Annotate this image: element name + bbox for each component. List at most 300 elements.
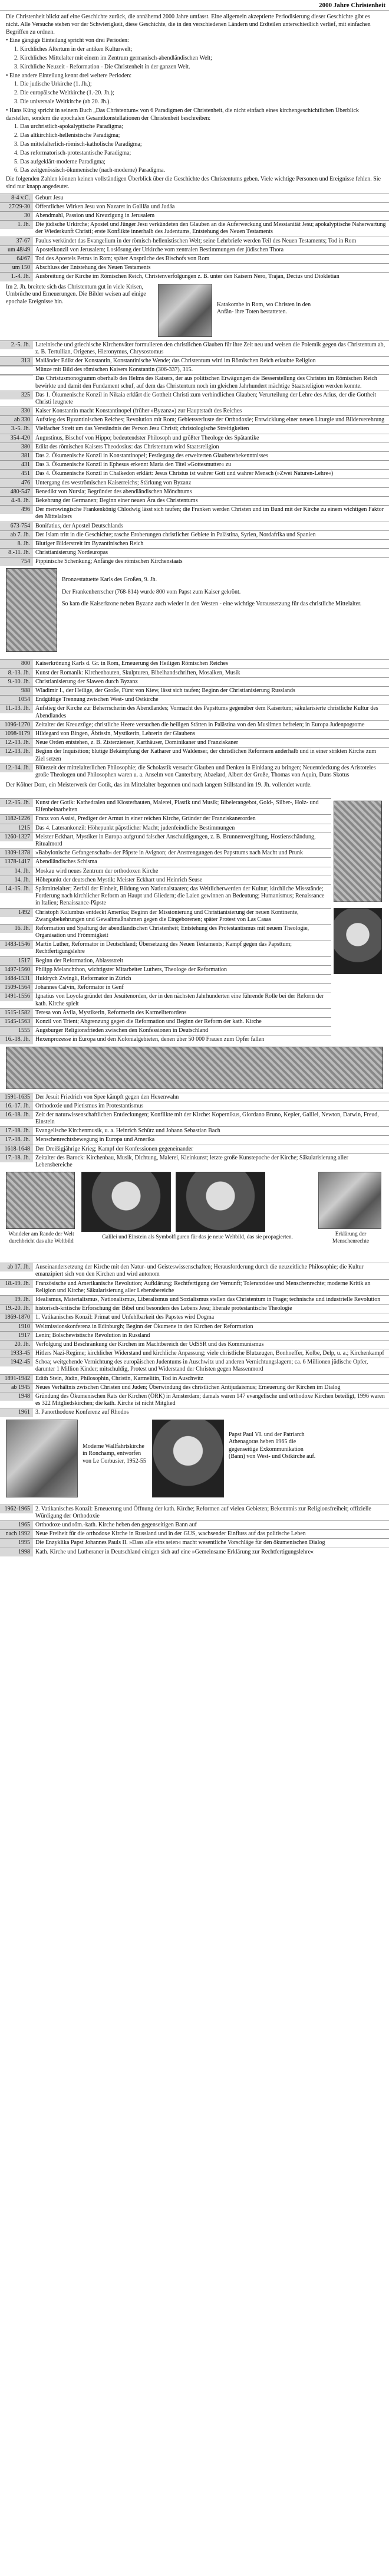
timeline-entry xyxy=(0,1126,389,1135)
entry-text: Geburt Jesu xyxy=(35,194,64,201)
entry-text: Die jüdische Urkirche; Apostel und Jünger Jesu verkündeten den Glauben an die Auferweckung und Messianität Jesu; apokalyptische Naherwartung der Wiederkunft Christi; erste Konflikte innerhalb des Judentums, Entstehung des Neuen Testaments xyxy=(35,221,386,235)
entry-text: Christianisierung der Slawen durch Byzanz xyxy=(35,678,138,685)
entry-date: 11.-13. Jh. xyxy=(0,704,33,713)
timeline-entry xyxy=(0,704,389,720)
entry-date: 1591-1635 xyxy=(0,1093,33,1102)
entry-date: 8.-11. Jh. xyxy=(0,549,33,557)
timeline-entry xyxy=(0,365,389,374)
timeline-entry xyxy=(0,884,331,908)
entry-text: Beginn der Inquisition; blutige Bekämpfung der Katharer und Waldenser, der christlichen Reformern anderhalb und in einer strikten Kirche zum Ziel setzen xyxy=(35,748,377,762)
einstein-portrait-image xyxy=(176,1172,265,1232)
timeline-section xyxy=(0,1093,389,1170)
entry-date: 1517 xyxy=(0,957,33,965)
entry-text: Höhepunkt der deutschen Mystik: Meister Eckhart und Heinrich Seuse xyxy=(35,876,203,883)
entry-text: Johannes Calvin, Reformator in Genf xyxy=(35,984,124,991)
timeline-entry xyxy=(0,1392,389,1408)
timeline-entry xyxy=(0,263,389,272)
entry-text: Münze mit Bild des römischen Kaisers Konstantin (306-337), 315. xyxy=(35,366,193,373)
entry-date: 14. Jh. xyxy=(0,876,33,884)
entry-text: Auseinandersetzung der Kirche mit den Natur- und Geisteswissenschaften; Herausforderung durch die neuzeitliche Philosophie; die Kultur emanzipiert sich von den Kirchen und wird autonom xyxy=(35,1264,364,1278)
entry-date: 1910 xyxy=(0,1323,33,1331)
entry-date: 12.-14. Jh. xyxy=(0,764,33,772)
entry-text: Benedikt von Nursia; Begründer des abendländischen Mönchtums xyxy=(35,488,192,495)
entry-text: Schoa; weitgehende Vernichtung des europäischen Judentums in Auschwitz und anderen Vernichtungslagern; ca. 6 Millionen jüdische Opfer, darunter 1 Million Kinder; mitschuldig, Protest und Widerstand der Christen gegen Massenmord xyxy=(35,1359,368,1373)
timeline-section xyxy=(0,1263,389,1417)
entry-text: »Babylonische Gefangenschaft« der Päpste in Avignon; der Anstrengungen des Papsttums nach Macht und Prunk xyxy=(35,850,303,857)
entry-text: Reformation und Spaltung der abendländischen Christenheit; Entstehung des Protestantismus mit neuem Theologie, Organisation und Frömmigkeit xyxy=(35,925,309,939)
timeline-entry xyxy=(0,522,389,530)
entry-text: Christianisierung Nordeuropas xyxy=(35,549,108,556)
entry-date: 1309-1378 xyxy=(0,849,33,857)
image-caption: Wandeler am Rande der Welt durchbricht das alte Weltbild xyxy=(8,1231,74,1245)
image-caption: So kam die Kaiserkrone neben Byzanz auch wieder in den Westen - eine wichtige Voraussetzung für das christliche Mittelalter. xyxy=(62,601,362,608)
entry-text: Abendmahl, Passion und Kreuzigung in Jerusalem xyxy=(35,212,155,219)
entry-text: Bekehrung der Germanen; Beginn einer neuen Ära des Christentums xyxy=(35,497,198,504)
entry-text: Blütezeit der mittelalterlichen Philosophie; die Scholastik versucht Glauben und Denken in Einklang zu bringen; Neuentdeckung des Aristoteles große Theologen und Philosophen waren u. a. Anselm von Canterbury, Abaelard, Albert der Große, Thomas von Aquin, Duns Skotus xyxy=(35,764,376,778)
entry-text: Der merowingische Frankenkönig Chlodwig lässt sich taufen; die Franken werden Christen und im Bund mit der Kirche zu einem wichtigen Faktor des Mittelalters xyxy=(35,506,384,520)
entry-text: Hildegard von Bingen, Äbtissin, Mystikerin, Lehrerin der Glaubens xyxy=(35,730,196,737)
timeline-entry xyxy=(0,374,389,390)
entry-date: 1492 xyxy=(0,909,33,917)
entry-date: 1497-1560 xyxy=(0,966,33,974)
entry-date: 673-754 xyxy=(0,522,33,530)
timeline-entry xyxy=(0,1349,389,1358)
entry-date: nach 1992 xyxy=(0,1530,33,1538)
entry-date: 480-547 xyxy=(0,488,33,496)
timeline-entry xyxy=(0,747,389,763)
entry-text: Kaiser Konstantin macht Konstantinopel (früher »Byzanz«) zur Hauptstadt des Reiches xyxy=(35,408,242,415)
timeline-entry xyxy=(0,738,389,747)
entry-text: Orthodoxie und Pietismus im Protestantismus xyxy=(35,1102,144,1109)
intro-subitem: 1. Kirchliches Altertum in der antiken Kulturwelt; xyxy=(14,46,133,53)
reformer-portrait-image xyxy=(334,908,382,974)
timeline-entry xyxy=(0,1374,389,1383)
entry-date: 16.-18. Jh. xyxy=(0,1111,33,1119)
introduction xyxy=(0,11,389,194)
entry-date: 754 xyxy=(0,558,33,566)
timeline-entry xyxy=(0,1340,389,1349)
intro-subitem: 2. Kirchliches Mittelalter mit einem im Zentrum germanisch-abendländischen Welt; xyxy=(14,54,212,61)
timeline-entry xyxy=(0,557,389,566)
entry-date: 17.-18. Jh. xyxy=(0,1154,33,1162)
entry-date: 14.-15. Jh. xyxy=(0,885,33,893)
entry-text: Beginn der Reformation, Ablassstreit xyxy=(35,957,123,964)
catacomb-image xyxy=(158,284,212,337)
timeline-entry xyxy=(0,254,389,263)
entry-date: 1098-1179 xyxy=(0,730,33,738)
timeline-entry xyxy=(0,1538,389,1547)
timeline-entry xyxy=(0,530,389,539)
timeline-entry xyxy=(0,1322,389,1331)
timeline-entry xyxy=(0,479,389,487)
entry-date: 381 xyxy=(0,452,33,460)
entry-date: 8. Jh. xyxy=(0,540,33,548)
entry-date: 330 xyxy=(0,407,33,415)
entry-date: 1483-1546 xyxy=(0,940,33,949)
timeline-entry xyxy=(0,956,331,965)
entry-date: 800 xyxy=(0,660,33,668)
entry-text: Paulus verkündet das Evangelium in der römisch-hellenistischen Welt; seine Lehrbriefe werden Teil des Neuen Testaments; Tod in Rom xyxy=(35,237,357,244)
timeline-entry xyxy=(0,1408,389,1417)
entry-date: 12.-13. Jh. xyxy=(0,739,33,747)
entry-text: Martin Luther, Reformator in Deutschland; Übersetzung des Neuen Testaments; Kampf gegen das Papsttum; Rechtfertigungslehre xyxy=(35,941,292,955)
entry-date: 354-420 xyxy=(0,434,33,443)
timeline-entry xyxy=(0,668,389,677)
timeline-entry xyxy=(0,848,331,857)
entry-date: 1515-1582 xyxy=(0,1009,33,1017)
entry-text: Der Jesuit Friedrich von Spee kämpft gegen den Hexenwahn xyxy=(35,1093,179,1100)
entry-text: Spätmittelalter; Zerfall der Einheit, Bildung von Nationalstaaten; das Weltlicherwerden der Kultur; kirchliche Missstände; Forderung nach kirchlicher Reform an Haupt und Gliedern; die Laien gewinnen an Bedeutung; Humanismus; Renaissance in Italien; Renaissance-Päpste xyxy=(35,885,325,907)
entry-text: Zeitalter der Kreuzzüge; christliche Heere versuchen die heiligen Stätten in Palästina von den Muslimen befreien; in Europa Judenpogrome xyxy=(35,721,365,728)
timeline-entry xyxy=(0,340,389,356)
entry-text: Neue Freiheit für die orthodoxe Kirche in Russland und in der GUS, wachsender Einfluss auf das politische Leben xyxy=(35,1530,306,1538)
entry-date: 17.-18. Jh. xyxy=(0,1136,33,1144)
entry-date: 1869-1870 xyxy=(0,1313,33,1322)
timeline-entry xyxy=(0,1135,389,1144)
timeline-entry xyxy=(0,434,389,443)
intro-paragraph: Die folgenden Zahlen können keinen vollständigen Überblick über die Geschichte des Christentums geben. Viele wichtige Personen und Ereignisse fehlen. Sie sind nur knapp angedeutet. xyxy=(6,176,381,190)
world-view-woodcut-image xyxy=(6,1172,75,1229)
entry-text: Teresa von Ávila, Mystikerin, Reformerin des Karmeliterordens xyxy=(35,1009,187,1016)
timeline-entry xyxy=(0,424,389,433)
entry-text: Blutiger Bilderstreit im Byzantinischen Reich xyxy=(35,540,144,547)
entry-text: Aufstieg der Kirche zur Beherrscherin des Abendlandes; Vormacht des Papsttums gegenüber dem Kaisertum; säkularisierte christliche Kultur des Abendlandes xyxy=(35,705,378,719)
timeline-section xyxy=(0,194,389,281)
entry-text: Kaiserkrönung Karls d. Gr. in Rom, Erneuerung des Heiligen Römischen Reiches xyxy=(35,660,228,667)
intro-paragraph: Die Christenheit blickt auf eine Geschichte zurück, die annähernd 2000 Jahre umfasst. Eine allgemein akzeptierte Periodisierung dieser Geschichte gibt es nicht. Alle Versuche stehen vor der Schwierigkeit, diese Geschichte, die in den verschiedenen Ländern und Erdteilen unterschiedlich verlief, mit einfachen Begriffen zu ordnen. xyxy=(6,14,371,35)
timeline-entry xyxy=(0,245,389,254)
intro-subitem: 3. Die universale Weltkirche (ab 20. Jh.). xyxy=(14,98,111,105)
timeline-entry xyxy=(0,194,389,202)
entry-text: Ignatius von Loyola gründet den Jesuitenorden, der in den nächsten Jahrhunderten eine führende Rolle bei der Reform der kath. Kirche spielt xyxy=(35,993,324,1007)
intro-bullet: • Eine gängige Einteilung spricht von drei Perioden: xyxy=(6,37,129,44)
timeline-entry xyxy=(0,876,331,884)
timeline-entry xyxy=(0,1093,389,1102)
image-caption: Bronzestatuette Karls des Großen, 9. Jh. xyxy=(62,576,157,584)
timeline-entry xyxy=(0,1026,331,1035)
timeline-entry xyxy=(0,1153,389,1169)
timeline-entry xyxy=(0,965,331,974)
timeline-entry xyxy=(0,272,389,281)
timeline-entry xyxy=(0,1145,389,1153)
intro-subitem: 6. Das zeitgenössisch-ökumenische (nach-moderne) Paradigma. xyxy=(14,167,166,174)
entry-date: 8.-13. Jh. xyxy=(0,669,33,677)
entry-date: 9.-10. Jh. xyxy=(0,678,33,686)
entry-text: Augustinus, Bischof von Hippo; bedeutendster Philosoph und größter Theologe des Spätantike xyxy=(35,434,259,441)
timeline-entry xyxy=(0,415,389,424)
timeline-entry xyxy=(0,686,389,695)
entry-text: Weltmissionskonferenz in Edinburgh; Beginn der Ökumene in den Kirchen der Reformation xyxy=(35,1323,253,1330)
timeline-entry xyxy=(0,460,389,469)
entry-date: 1555 xyxy=(0,1027,33,1035)
image-caption: Moderne Wallfahrtskirche in Ronchamp, entworfen von Le Corbusier, 1952-55 xyxy=(83,1443,146,1464)
timeline-entry xyxy=(0,1358,389,1374)
entry-text: Lateinische und griechische Kirchenväter formulieren den christlichen Glauben für ihre Zeit neu und weisen die Polemik gegen das Christentum ab, z. B. Tertullian, Origenes, Hieronymus, Chrysostomus xyxy=(35,341,385,355)
timeline-entry xyxy=(0,824,331,833)
entry-text: Kath. Kirche und Lutheraner in Deutschland einigen sich auf eine »Gemeinsame Erklärung zur Rechtfertigungslehre« xyxy=(35,1548,314,1555)
timeline-entry xyxy=(0,1279,389,1295)
timeline-entry xyxy=(0,1304,389,1313)
entry-text: Moskau wird neues Zentrum der orthodoxen Kirche xyxy=(35,867,159,874)
intro-subitem: 3. Kirchliche Neuzeit - Reformation - Die Christenheit in der ganzen Welt. xyxy=(14,63,190,70)
timeline-entry xyxy=(0,211,389,220)
timeline-entry xyxy=(0,659,389,668)
entry-text: 3. Panorthodoxe Konferenz auf Rhodos xyxy=(35,1409,129,1416)
entry-date: 988 xyxy=(0,687,33,695)
timeline-entry xyxy=(0,1331,389,1340)
entry-text: Augsburger Religionsfrieden zwischen den Konfessionen in Deutschland xyxy=(35,1027,209,1034)
image-caption: Erklärung der Menschenrechte xyxy=(332,1231,370,1245)
entry-text: Das 4. Laterankonzil: Höhepunkt päpstlicher Macht; judenfeindliche Bestimmungen xyxy=(35,824,235,831)
timeline-entry xyxy=(0,469,389,478)
timeline-entry xyxy=(0,1313,389,1322)
entry-text: Aufstieg des Byzantinischen Reiches; Revolution mit Rom; Gebietsverluste der Orthodoxie; Entwicklung einer neuen Liturgie und Bilderverehrung xyxy=(35,417,385,424)
entry-text: Hitlers Nazi-Regime; kirchlicher Widerstand und kirchliche Anpassung; viele christliche Blutzeugen, Bonhoeffer, Kolbe, Delp, u. a.; Kirchenkampf xyxy=(35,1350,384,1357)
entry-date: 1054 xyxy=(0,696,33,704)
image-caption: Katakombe in Rom, wo Christen in den Anfän- ihre Toten bestatteten. xyxy=(217,301,311,316)
entry-date: 17.-18. Jh. xyxy=(0,1127,33,1135)
image-block-catacomb xyxy=(0,281,389,340)
intro-bullet: • Eine andere Einteilung kennt drei weitere Perioden: xyxy=(6,72,132,79)
timeline-entry xyxy=(0,451,389,460)
timeline-section xyxy=(0,1505,389,1556)
entry-text: Philipp Melanchthon, wichtigster Mitarbeiter Luthers, Theologe der Reformation xyxy=(35,966,228,973)
timeline-entry xyxy=(0,798,331,814)
timeline-entry xyxy=(0,695,389,704)
entry-date: 1260-1327 xyxy=(0,833,33,841)
entry-date: um 150 xyxy=(0,264,33,272)
entry-date: 1491-1556 xyxy=(0,992,33,1001)
timeline-entry xyxy=(0,720,389,729)
intro-bullet: • Hans Küng spricht in seinem Buch „Das Christentum« von 6 Paradigmen der Christenheit, die nicht einfach eines kirchengeschichtlichen Überblick darstellen, sondern die epochalen Gesamtkonstellationen der Christenheit beschreiben: xyxy=(6,107,359,122)
entry-text: Edith Stein, Jüdin, Philosophin, Christin, Karmelitin, Tod in Auschwitz xyxy=(35,1375,203,1382)
entry-date: 12.-13. Jh. xyxy=(0,748,33,756)
image-block-woodcut xyxy=(0,1044,389,1093)
timeline-entry xyxy=(0,729,389,738)
entry-date: ab 17. Jh. xyxy=(0,1263,33,1271)
entry-date: 64/67 xyxy=(0,255,33,263)
intro-subitem: 5. Das aufgeklärt-moderne Paradigma; xyxy=(14,158,106,165)
image-caption: Galilei und Einstein als Symbolfiguren für das je neue Weltbild, das sie propagierten. xyxy=(101,1234,294,1241)
entry-text: Ausbreitung der Kirche im Römischen Reich, Christenverfolgungen z. B. unter den Kaisern Nero, Trajan, Decius und Diokletian xyxy=(35,273,339,280)
intro-subitem: 1. Die judische Urkirche (1. Jh.); xyxy=(14,81,92,88)
image-block-charlemagne xyxy=(0,566,389,659)
timeline-entry xyxy=(0,505,389,521)
timeline-entry xyxy=(0,496,389,505)
galilei-portrait-image xyxy=(81,1172,171,1232)
entry-date: 1545-1563 xyxy=(0,1018,33,1026)
entry-date: 431 xyxy=(0,461,33,469)
entry-date: 18.-19. Jh. xyxy=(0,1280,33,1288)
image-caption: Der Kölner Dom, ein Meisterwerk der Gotik, das im Mittelalter begonnen und nach langem Stillstand im 19. Jh. vollendet wurde. xyxy=(6,782,312,789)
image-caption: Der Frankenherrscher (768-814) wurde 800 vom Papst zum Kaiser gekrönt. xyxy=(62,588,241,595)
timeline-entry xyxy=(0,539,389,548)
entry-date: 1933-45 xyxy=(0,1349,33,1358)
timeline-entry xyxy=(0,857,331,866)
page-header xyxy=(0,0,389,11)
entry-date: 27/29-30 xyxy=(0,203,33,211)
entry-date: 16. Jh. xyxy=(0,925,33,933)
timeline-entry xyxy=(0,548,389,557)
entry-date: 1484-1531 xyxy=(0,975,33,983)
image-block-portraits xyxy=(0,1169,389,1263)
entry-text: Untergang des weströmischen Kaiserreichs; Stärkung von Byzanz xyxy=(35,479,192,486)
timeline-entry xyxy=(0,1008,331,1017)
entry-text: Konzil von Trient; Abgrenzung gegen die Reformation und Beginn der Reform der kath. Kirche xyxy=(35,1018,262,1025)
entry-date: 1998 xyxy=(0,1548,33,1556)
entry-text: Idealismus, Materialismus, Nationalismus, Liberalismus und Sozialismus stellen das Christentum in Frage; technische und industrielle Revolution xyxy=(35,1296,381,1303)
entry-text: Tod des Apostels Petrus in Rom; später Ansprüche des Bischofs von Rom xyxy=(35,255,210,263)
entry-date: 1962-1965 xyxy=(0,1505,33,1513)
entry-date: 20. Jh. xyxy=(0,1341,33,1349)
timeline-entry xyxy=(0,1110,389,1126)
entry-text: Das 4. Ökumenische Konzil in Chalkedon erklärt: Jesus Christus ist wahrer Gott und wahrer Mensch (»Zwei Naturen-Lehre«) xyxy=(35,470,334,477)
pope-patriarch-image xyxy=(152,1420,224,1497)
entry-text: Vielfacher Streit um das Verständnis der Person Jesu Christi; christologische Streitigkeiten xyxy=(35,425,249,432)
entry-date: 3.-5. Jh. xyxy=(0,425,33,433)
entry-text: Zeit der naturwissenschaftlichen Entdeckungen; Konflikte mit der Kirche: Kopernikus, Giordano Bruno, Kepler, Galilei, Newton, Darwin, Freud, Einstein xyxy=(35,1111,379,1126)
timeline-section xyxy=(0,340,389,566)
entry-text: Endgültige Trennung zwischen West- und Ostkirche xyxy=(35,696,159,703)
entry-date: 1378-1417 xyxy=(0,858,33,866)
entry-text: Edikt des römischen Kaisers Theodosius: das Christentum wird Staatsreligion xyxy=(35,443,219,450)
entry-text: Abschluss der Entstehung des Neuen Testaments xyxy=(35,264,151,271)
entry-date: 1948 xyxy=(0,1392,33,1401)
entry-text: Das Christusmonogramm oberhalb des Helms des Kaisers, der aus politischen Erwägungen die Besserstellung des Christen im Römischen Reich bewirkte und damit den Fundament schuf, auf dem das Christentum noch im gleichen Jahrhundert mächtige Staatsreligion werden konnte. xyxy=(35,375,377,389)
entry-date: 496 xyxy=(0,506,33,514)
timeline-entry xyxy=(0,356,389,365)
entry-date: 325 xyxy=(0,391,33,399)
timeline-entry xyxy=(0,908,331,924)
entry-text: Mailänder Edikt der Konstantin, Konstantinische Wende; das Christentum wird im Römischen Reich erlaubte Religion xyxy=(35,357,316,364)
entry-text: Pippinische Schenkung; Anfänge des römischen Kirchenstaats xyxy=(35,558,183,565)
entry-text: Das 3. Ökumenische Konzil in Ephesus erkennt Maria den Titel »Gottesmutter« zu xyxy=(35,461,232,468)
entry-text: Kunst der Romanik: Kirchenbauten, Skulpturen, Bibelhandschriften, Mosaiken, Musik xyxy=(35,669,240,676)
intro-subitem: 1. Das urchristlich-apokalyptische Paradigma; xyxy=(14,123,123,130)
human-rights-declaration-image xyxy=(318,1172,381,1229)
timeline-entry xyxy=(0,1548,389,1556)
entry-date xyxy=(0,375,33,376)
image-block-cologne-caption xyxy=(0,779,389,798)
entry-text: Hexenprozesse in Europa und den Kolonialgebieten, denen über 50 000 Frauen zum Opfer fallen xyxy=(35,1036,265,1043)
entry-text: Wladimir I., der Heilige, der Große, Fürst von Kiew, lässt sich taufen; Beginn der Christianisierung Russlands xyxy=(35,687,295,694)
entry-date: 380 xyxy=(0,443,33,451)
timeline-entry xyxy=(0,391,389,407)
entry-text: Gründung des Ökumenischen Rats der Kirchen (ÖRK) in Amsterdam; damals waren 147 evangelische und orthodoxe Kirchen beteiligt, 1996 waren es 322 Mitgliedskirchen; die kath. Kirche ist nicht Mitglied xyxy=(35,1393,385,1407)
intro-subitem: 4. Das reformatorisch-protestantische Paradigma; xyxy=(14,149,131,156)
entry-date: 12.-15. Jh. xyxy=(0,799,33,807)
entry-text: Menschenrechtsbewegung in Europa und Amerika xyxy=(35,1136,155,1143)
entry-text: Die Enzyklika Papst Johannes Pauls II. »Dass alle eins seien« macht wesentliche Vorschläge für den ökumenischen Dialog xyxy=(35,1539,325,1546)
entry-date: 8-4 v.C. xyxy=(0,194,33,202)
entry-text: Franz von Assisi, Prediger der Armut in einer reichen Kirche, Gründer der Franziskanerorden xyxy=(35,815,256,822)
entry-text: Der Islam tritt in die Geschichte; rasche Eroberungen christlicher Gebiete in Palästina, Syrien, Nordafrika und Spanien xyxy=(35,531,316,538)
entry-text: Huldrych Zwingli, Reformator in Zürich xyxy=(35,975,131,982)
entry-text: Orthodoxe und röm.-kath. Kirche heben den gegenseitigen Bann auf xyxy=(35,1521,197,1528)
entry-date: 451 xyxy=(0,470,33,478)
timeline-entry xyxy=(0,924,331,940)
intro-subitem: 2. Das altkirchlich-hellenistische Paradigma; xyxy=(14,132,120,139)
entry-text: Apostelkonzil von Jerusalem; Loslösung der Urkirche vom zentralen Bestimmungen der jüdischen Thora xyxy=(35,246,284,253)
cologne-cathedral-image xyxy=(334,801,382,902)
gothic-section xyxy=(0,798,389,1044)
timeline-section xyxy=(0,659,389,779)
entry-date: 19.-20. Jh. xyxy=(0,1305,33,1313)
entry-date: 1942-45 xyxy=(0,1358,33,1366)
timeline-entry xyxy=(0,220,389,236)
entry-date: ab 7. Jh. xyxy=(0,531,33,539)
entry-text: Verfolgung und Beschränkung der Kirchen im Machtbereich der UdSSR und des Kommunismus xyxy=(35,1341,264,1348)
timeline-entry xyxy=(0,487,389,496)
entry-text: Das 2. Ökumenische Konzil in Konstantinopel; Festlegung des erweiterten Glaubensbekenntnisses xyxy=(35,453,268,460)
timeline-section xyxy=(0,798,331,1044)
image-caption: Im 2. Jh. breitete sich das Christentum gut in viele Krisen, Umbrüche und Erneuerungen. Die Bilder weisen auf einige epochale Ereignisse hin. xyxy=(6,283,146,305)
entry-date: 313 xyxy=(0,357,33,365)
timeline-entry xyxy=(0,763,389,779)
entry-text: Kunst der Gotik: Kathedralen und Klosterbauten, Malerei, Plastik und Musik; Bibelerangebot, Gold-, Silber-, Holz- und Elfenbeinarbeiten xyxy=(35,799,319,814)
timeline-entry xyxy=(0,1102,389,1110)
entry-text: Abendländisches Schisma xyxy=(35,858,97,866)
intro-subitem: 2. Die europäische Weltkirche (1.-20. Jh.); xyxy=(14,90,114,97)
entry-date: 16.-18. Jh. xyxy=(0,1035,33,1044)
entry-date: um 48/49 xyxy=(0,246,33,254)
historic-scene-image xyxy=(6,1047,383,1089)
entry-text: historisch-kritische Erforschung der Bibel und besonders des Lebens Jesu; liberale protestantische Theologie xyxy=(35,1305,292,1312)
entry-date: 1917 xyxy=(0,1332,33,1340)
entry-date: 30 xyxy=(0,212,33,220)
timeline-entry xyxy=(0,443,389,451)
entry-text: 1. Vatikanisches Konzil: Primat und Unfehlbarkeit des Papstes wird Dogma xyxy=(35,1314,215,1321)
timeline-entry xyxy=(0,677,389,686)
timeline-entry xyxy=(0,974,331,983)
entry-text: Französische und Amerikanische Revolution; Aufklärung; Rechtfertigung der Vernunft; Toleranzidee und Menschenrechte; moderne Kritik an Religion und Kirche; Säkularisierung aller Lebensbereiche xyxy=(35,1280,371,1294)
entry-date: 1. Jh. xyxy=(0,221,33,229)
timeline-entry xyxy=(0,1295,389,1304)
timeline-entry xyxy=(0,983,331,992)
entry-date: 1995 xyxy=(0,1539,33,1547)
timeline-entry xyxy=(0,814,331,823)
ronchamp-chapel-image xyxy=(6,1420,78,1497)
entry-date: 1182-1226 xyxy=(0,815,33,823)
entry-date: 1.-4. Jh. xyxy=(0,273,33,281)
image-caption: Papst Paul VI. und der Patriarch Athenagoras heben 1965 die gegenseitige Exkommunikation (Bann) von West- und Ostkirche auf. xyxy=(229,1431,316,1460)
charlemagne-statuette-image xyxy=(6,568,57,652)
entry-date: 1618-1648 xyxy=(0,1145,33,1153)
entry-date xyxy=(0,366,33,367)
entry-text: Evangelische Kirchenmusik, u. a. Heinrich Schütz und Johann Sebastian Bach xyxy=(35,1128,220,1135)
entry-date: 2.-5. Jh. xyxy=(0,341,33,349)
entry-text: Zeitalter des Barock: Kirchenbau, Musik, Dichtung, Malerei, Kleinkunst; letzte große Kunstepoche der Kirche; Säkularisierung aller Lebensbereiche xyxy=(35,1154,348,1169)
timeline-entry xyxy=(0,1505,389,1520)
image-block-modern xyxy=(0,1417,389,1505)
entry-text: Meister Eckhart, Mystiker in Europa aufgrund falscher Anschuldigungen, z. B. Brunnenvergiftung, Hostienschändung, Ritualmord xyxy=(35,833,316,848)
entry-date: 14. Jh. xyxy=(0,867,33,876)
entry-text: Lenin; Bolschewistische Revolution in Russland xyxy=(35,1332,150,1339)
timeline-entry xyxy=(0,1520,389,1529)
entry-text: Neues Verhältnis zwischen Christen und Juden; Überwindung des christlichen Antijudaismus; Erneuerung der Kirchen im Dialog xyxy=(35,1384,341,1391)
entry-text: Bonifatius, der Apostel Deutschlands xyxy=(35,522,123,529)
entry-date: 476 xyxy=(0,479,33,487)
timeline-entry xyxy=(0,237,389,245)
entry-text: Christoph Kolumbus entdeckt Amerika; Beginn der Missionierung und Christianisierung der neuen Kontinente, Zwangsbekehrungen und Gewaltmaßnahmen gegen die Eingeborenen; später Protest von Las Casas xyxy=(35,909,299,923)
entry-date: ab 1945 xyxy=(0,1384,33,1392)
timeline-entry xyxy=(0,407,389,415)
entry-date: 1891-1942 xyxy=(0,1375,33,1383)
timeline-entry xyxy=(0,992,331,1008)
entry-text: Der Dreißigjährige Krieg; Kampf der Konfessionen gegeneinander xyxy=(35,1145,193,1152)
entry-date: 1961 xyxy=(0,1408,33,1417)
timeline-entry xyxy=(0,940,331,956)
